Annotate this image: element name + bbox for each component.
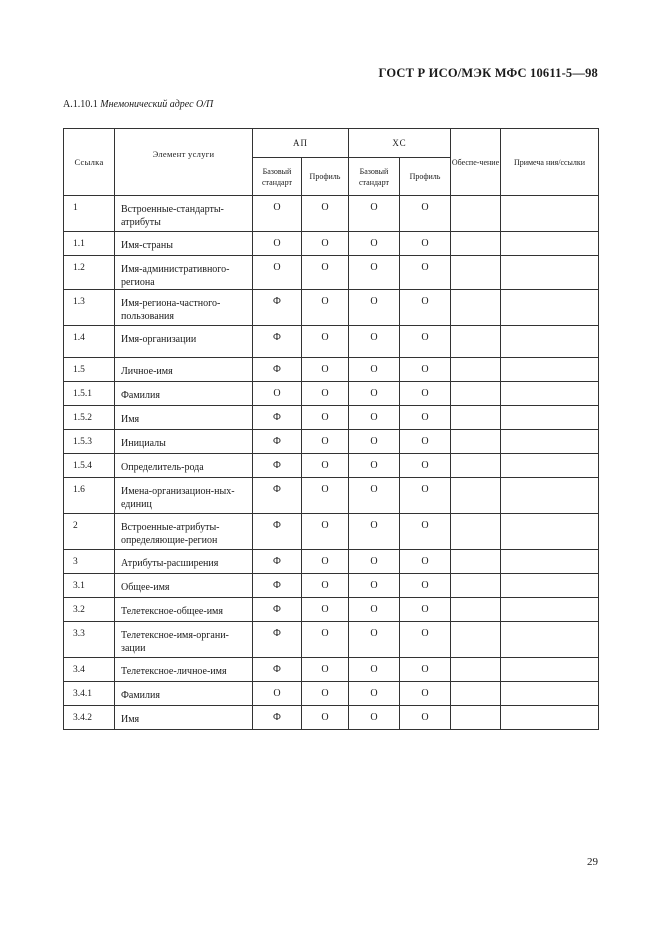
row-xc-base-value: О — [349, 550, 400, 574]
table-row — [64, 706, 599, 730]
row-support-cell — [451, 478, 501, 514]
table-row — [64, 550, 599, 574]
row-xc-base-value: О — [349, 430, 400, 454]
row-ref: 3.4.2 — [64, 706, 115, 730]
row-xc-base-value: О — [349, 478, 400, 514]
table-row — [64, 478, 599, 514]
row-ap-base-value: О — [253, 232, 302, 256]
row-notes-cell — [501, 290, 599, 326]
row-element-name: Имя — [115, 406, 253, 430]
row-notes-cell — [501, 550, 599, 574]
row-ap-profile-value: О — [302, 454, 349, 478]
row-element-name: Имя-региона-частного-пользования — [115, 290, 253, 326]
row-xc-profile-value: О — [400, 382, 451, 406]
row-xc-base-value: О — [349, 598, 400, 622]
column-header-ap-profile: Профиль — [302, 158, 349, 196]
row-element-name: Фамилия — [115, 682, 253, 706]
column-header-notes: Примеча ния/ссылки — [501, 129, 599, 196]
row-support-cell — [451, 326, 501, 358]
column-header-support: Обеспе-чение — [451, 129, 501, 196]
row-xc-base-value: О — [349, 514, 400, 550]
row-notes-cell — [501, 682, 599, 706]
row-support-cell — [451, 430, 501, 454]
row-notes-cell — [501, 326, 599, 358]
row-xc-base-value: О — [349, 454, 400, 478]
row-ap-profile-value: О — [302, 196, 349, 232]
table-row — [64, 598, 599, 622]
row-notes-cell — [501, 658, 599, 682]
row-notes-cell — [501, 598, 599, 622]
row-xc-base-value: О — [349, 256, 400, 290]
row-xc-base-value: О — [349, 406, 400, 430]
row-xc-profile-value: О — [400, 478, 451, 514]
table-row — [64, 326, 599, 358]
row-ap-profile-value: О — [302, 622, 349, 658]
row-xc-profile-value: О — [400, 622, 451, 658]
column-header-ref: Ссылка — [64, 129, 115, 196]
column-group-xc: ХС — [349, 129, 451, 158]
row-ap-base-value: О — [253, 196, 302, 232]
document-header-title: ГОСТ Р ИСО/МЭК МФС 10611-5—98 — [378, 66, 598, 80]
column-header-ap-base: Базовый стандарт — [253, 158, 302, 196]
row-ap-profile-value: О — [302, 430, 349, 454]
row-notes-cell — [501, 430, 599, 454]
row-ap-profile-value: О — [302, 256, 349, 290]
row-xc-base-value: О — [349, 326, 400, 358]
row-ap-base-value: Ф — [253, 358, 302, 382]
row-element-name: Общее-имя — [115, 574, 253, 598]
row-xc-base-value: О — [349, 290, 400, 326]
row-ap-base-value: О — [253, 256, 302, 290]
row-ref: 3.4.1 — [64, 682, 115, 706]
row-ap-profile-value: О — [302, 574, 349, 598]
row-support-cell — [451, 196, 501, 232]
row-xc-profile-value: О — [400, 706, 451, 730]
row-notes-cell — [501, 478, 599, 514]
row-support-cell — [451, 290, 501, 326]
row-ap-base-value: О — [253, 382, 302, 406]
row-notes-cell — [501, 196, 599, 232]
row-xc-base-value: О — [349, 682, 400, 706]
row-xc-base-value: О — [349, 358, 400, 382]
row-ap-profile-value: О — [302, 406, 349, 430]
clause-number: А.1.10.1 — [63, 99, 98, 110]
row-ap-base-value: О — [253, 682, 302, 706]
table-row — [64, 658, 599, 682]
row-support-cell — [451, 454, 501, 478]
row-xc-profile-value: О — [400, 358, 451, 382]
row-ap-base-value: Ф — [253, 326, 302, 358]
row-ap-profile-value: О — [302, 550, 349, 574]
row-xc-base-value: О — [349, 574, 400, 598]
row-xc-base-value: О — [349, 658, 400, 682]
row-xc-profile-value: О — [400, 682, 451, 706]
row-element-name: Встроенные-атрибуты-определяющие-регион — [115, 514, 253, 550]
table-row — [64, 290, 599, 326]
row-xc-profile-value: О — [400, 598, 451, 622]
row-ref: 1.4 — [64, 326, 115, 358]
row-xc-base-value: О — [349, 232, 400, 256]
row-ap-profile-value: О — [302, 326, 349, 358]
column-group-ap: АП — [253, 129, 349, 158]
row-ap-profile-value: О — [302, 598, 349, 622]
row-ref: 1.5 — [64, 358, 115, 382]
row-xc-profile-value: О — [400, 658, 451, 682]
row-support-cell — [451, 232, 501, 256]
table-row — [64, 232, 599, 256]
row-ap-profile-value: О — [302, 706, 349, 730]
table-row — [64, 256, 599, 290]
row-element-name: Имя-административного-региона — [115, 256, 253, 290]
row-ap-base-value: Ф — [253, 706, 302, 730]
table-row — [64, 382, 599, 406]
row-support-cell — [451, 622, 501, 658]
row-ref: 1.5.1 — [64, 382, 115, 406]
row-xc-base-value: О — [349, 196, 400, 232]
row-ref: 1 — [64, 196, 115, 232]
row-ref: 3.1 — [64, 574, 115, 598]
row-support-cell — [451, 514, 501, 550]
row-ref: 1.2 — [64, 256, 115, 290]
row-xc-profile-value: О — [400, 326, 451, 358]
row-xc-profile-value: О — [400, 290, 451, 326]
row-xc-base-value: О — [349, 382, 400, 406]
row-notes-cell — [501, 358, 599, 382]
row-ref: 2 — [64, 514, 115, 550]
row-notes-cell — [501, 454, 599, 478]
row-ap-profile-value: О — [302, 658, 349, 682]
row-element-name: Определитель-рода — [115, 454, 253, 478]
row-xc-profile-value: О — [400, 550, 451, 574]
row-ref: 3.4 — [64, 658, 115, 682]
row-ap-base-value: Ф — [253, 290, 302, 326]
row-element-name: Имя-организации — [115, 326, 253, 358]
row-ref: 1.5.2 — [64, 406, 115, 430]
table-row — [64, 196, 599, 232]
row-ref: 3.2 — [64, 598, 115, 622]
table-row — [64, 682, 599, 706]
row-ap-base-value: Ф — [253, 514, 302, 550]
row-support-cell — [451, 598, 501, 622]
row-ap-base-value: Ф — [253, 622, 302, 658]
row-xc-profile-value: О — [400, 430, 451, 454]
row-notes-cell — [501, 406, 599, 430]
row-ap-base-value: Ф — [253, 574, 302, 598]
table-row — [64, 514, 599, 550]
clause-title: Мнемонический адрес О/П — [100, 99, 214, 110]
row-xc-profile-value: О — [400, 196, 451, 232]
row-notes-cell — [501, 382, 599, 406]
row-ap-profile-value: О — [302, 514, 349, 550]
row-notes-cell — [501, 256, 599, 290]
row-xc-profile-value: О — [400, 232, 451, 256]
table-row — [64, 454, 599, 478]
row-ap-profile-value: О — [302, 358, 349, 382]
row-support-cell — [451, 574, 501, 598]
row-ap-profile-value: О — [302, 232, 349, 256]
row-ap-profile-value: О — [302, 290, 349, 326]
table-row — [64, 430, 599, 454]
row-element-name: Инициалы — [115, 430, 253, 454]
table-row — [64, 406, 599, 430]
row-element-name: Телетексное-общее-имя — [115, 598, 253, 622]
row-ap-base-value: Ф — [253, 478, 302, 514]
row-xc-profile-value: О — [400, 256, 451, 290]
row-xc-profile-value: О — [400, 406, 451, 430]
row-element-name: Телетексное-личное-имя — [115, 658, 253, 682]
row-element-name: Атрибуты-расширения — [115, 550, 253, 574]
row-element-name: Личное-имя — [115, 358, 253, 382]
column-header-element: Элемент услуги — [115, 129, 253, 196]
row-support-cell — [451, 550, 501, 574]
row-ref: 1.5.4 — [64, 454, 115, 478]
row-support-cell — [451, 658, 501, 682]
row-support-cell — [451, 682, 501, 706]
row-ap-base-value: Ф — [253, 430, 302, 454]
row-ap-base-value: Ф — [253, 406, 302, 430]
row-ap-profile-value: О — [302, 682, 349, 706]
row-notes-cell — [501, 706, 599, 730]
row-element-name: Встроенные-стандарты-атрибуты — [115, 196, 253, 232]
row-ref: 1.3 — [64, 290, 115, 326]
row-xc-base-value: О — [349, 706, 400, 730]
column-header-xc-profile: Профиль — [400, 158, 451, 196]
row-ap-base-value: Ф — [253, 658, 302, 682]
row-notes-cell — [501, 232, 599, 256]
row-ref: 1.6 — [64, 478, 115, 514]
row-ref: 1.5.3 — [64, 430, 115, 454]
row-element-name: Фамилия — [115, 382, 253, 406]
row-support-cell — [451, 382, 501, 406]
column-header-xc-base: Базовый стандарт — [349, 158, 400, 196]
row-support-cell — [451, 706, 501, 730]
row-element-name: Имена-организацион-ных-единиц — [115, 478, 253, 514]
clause-heading — [63, 99, 213, 110]
row-ap-base-value: Ф — [253, 550, 302, 574]
row-support-cell — [451, 358, 501, 382]
row-support-cell — [451, 256, 501, 290]
row-notes-cell — [501, 514, 599, 550]
row-ap-base-value: Ф — [253, 598, 302, 622]
row-ap-profile-value: О — [302, 478, 349, 514]
row-element-name: Имя — [115, 706, 253, 730]
row-ref: 1.1 — [64, 232, 115, 256]
row-element-name: Телетексное-имя-органи-зации — [115, 622, 253, 658]
table-row — [64, 358, 599, 382]
page-number: 29 — [587, 856, 598, 868]
row-ref: 3 — [64, 550, 115, 574]
row-support-cell — [451, 406, 501, 430]
row-xc-profile-value: О — [400, 574, 451, 598]
specification-table — [63, 128, 599, 730]
row-xc-base-value: О — [349, 622, 400, 658]
row-element-name: Имя-страны — [115, 232, 253, 256]
row-notes-cell — [501, 622, 599, 658]
table-row — [64, 622, 599, 658]
row-xc-profile-value: О — [400, 514, 451, 550]
row-ap-base-value: Ф — [253, 454, 302, 478]
row-xc-profile-value: О — [400, 454, 451, 478]
row-ref: 3.3 — [64, 622, 115, 658]
row-notes-cell — [501, 574, 599, 598]
table-row — [64, 574, 599, 598]
row-ap-profile-value: О — [302, 382, 349, 406]
